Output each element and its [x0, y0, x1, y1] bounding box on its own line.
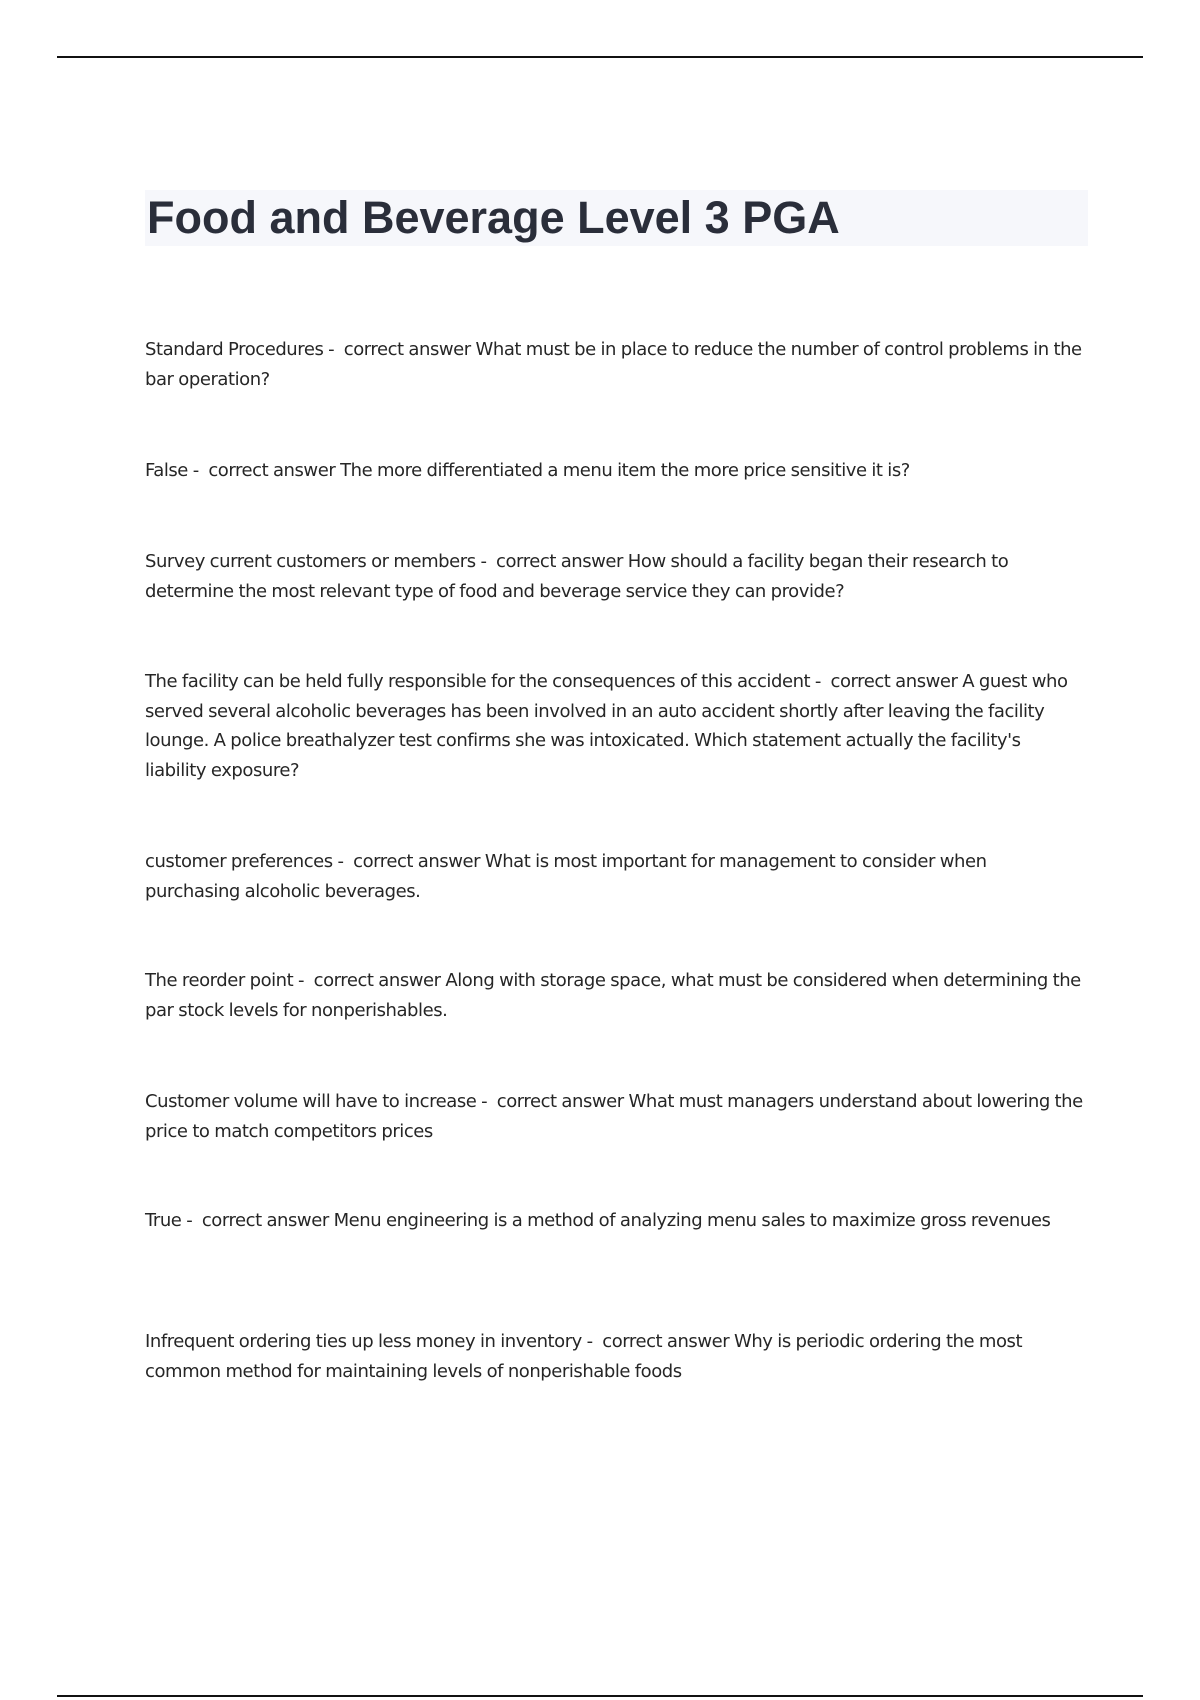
- separator: -: [323, 339, 344, 360]
- qa-item: [145, 966, 1085, 1025]
- qa-item: [145, 847, 1085, 906]
- question-text: What must managers understand about lowering the price to match competitors prices: [145, 1091, 1083, 1142]
- qa-item: [145, 456, 1085, 486]
- question-text: The more differentiated a menu item the more price sensitive it is?: [340, 460, 910, 481]
- answer-label: correct answer: [830, 671, 958, 692]
- qa-item: [145, 1206, 1085, 1236]
- top-divider: [57, 56, 1143, 58]
- answer-label: correct answer: [496, 1091, 624, 1112]
- separator: -: [581, 1331, 603, 1352]
- qa-item: [145, 335, 1085, 394]
- answer-text: True: [145, 1210, 182, 1231]
- answer-text: The reorder point: [145, 970, 294, 991]
- question-text: Why is periodic ordering the most common method for maintaining levels of nonperishable foods: [145, 1331, 1023, 1382]
- answer-label: correct answer: [343, 339, 471, 360]
- separator: -: [181, 1210, 202, 1231]
- separator: -: [187, 460, 209, 481]
- question-text: Menu engineering is a method of analyzing menu sales to maximize gross revenues: [333, 1210, 1051, 1231]
- answer-text: Infrequent ordering ties up less money in inventory: [145, 1331, 582, 1352]
- qa-item: [145, 1327, 1085, 1386]
- answer-text: customer preferences: [145, 851, 333, 872]
- separator: -: [476, 1091, 497, 1112]
- bottom-divider: [57, 1695, 1143, 1697]
- qa-item: [145, 547, 1085, 606]
- qa-item: [145, 667, 1085, 785]
- answer-label: correct answer: [496, 551, 624, 572]
- answer-text: Standard Procedures: [145, 339, 324, 360]
- answer-text: Survey current customers or members: [145, 551, 476, 572]
- separator: -: [293, 970, 314, 991]
- question-text: What is most important for management to consider when purchasing alcoholic beverages.: [145, 851, 987, 902]
- separator: -: [332, 851, 354, 872]
- answer-label: correct answer: [313, 970, 441, 991]
- answer-label: correct answer: [602, 1331, 730, 1352]
- answer-text: Customer volume will have to increase: [145, 1091, 477, 1112]
- question-text: A guest who served several alcoholic beverages has been involved in an auto accident shortly after leaving the facility lounge. A police breathalyzer test confirms she was intoxicated. Which statement actually the facility's liability exposure?: [145, 671, 1068, 781]
- question-text: How should a facility began their research to determine the most relevant type of food and beverage service they can provide?: [145, 551, 1009, 602]
- document-title: Food and Beverage Level 3 PGA: [147, 192, 840, 243]
- separator: -: [475, 551, 497, 572]
- separator: -: [810, 671, 831, 692]
- answer-label: correct answer: [208, 460, 336, 481]
- answer-label: correct answer: [353, 851, 481, 872]
- question-text: What must be in place to reduce the number of control problems in the bar operation?: [145, 339, 1082, 390]
- answer-text: The facility can be held fully responsible for the consequences of this accident: [145, 671, 811, 692]
- qa-item: [145, 1087, 1085, 1146]
- answer-text: False: [145, 460, 188, 481]
- answer-label: correct answer: [201, 1210, 329, 1231]
- question-text: Along with storage space, what must be considered when determining the par stock levels for nonperishables.: [145, 970, 1081, 1021]
